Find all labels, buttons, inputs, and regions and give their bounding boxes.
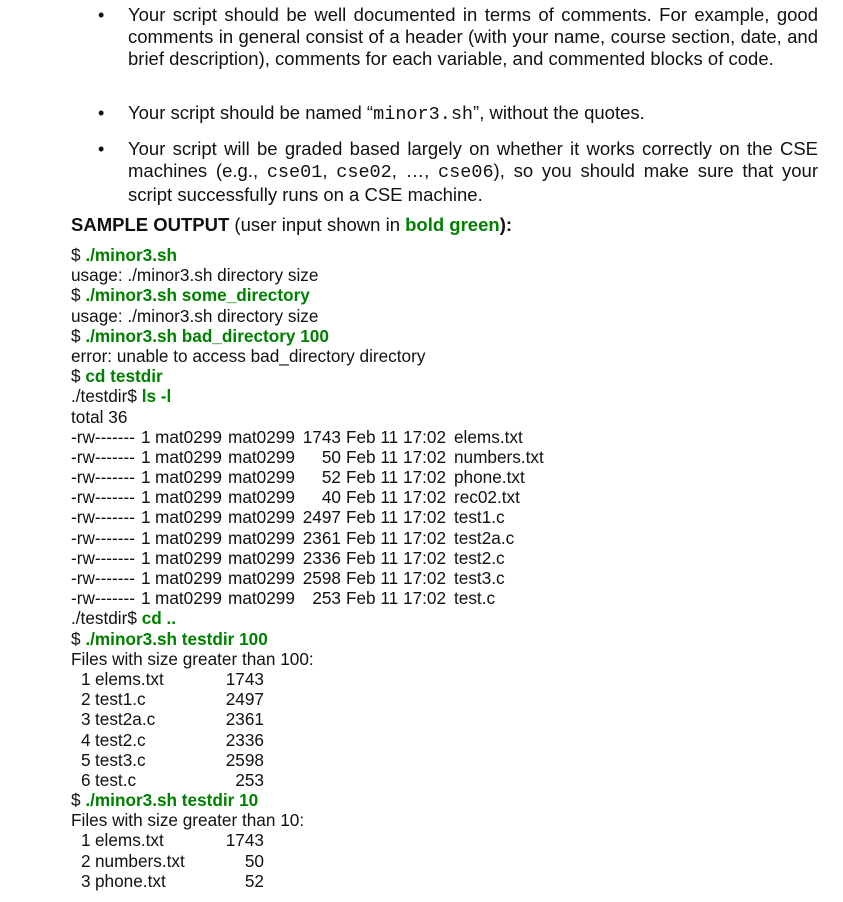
user-command: ./minor3.sh testdir 10 [85, 790, 259, 811]
shell-prompt: $ [71, 325, 86, 346]
ls-row [71, 507, 505, 528]
ls-row [71, 547, 505, 568]
ls-name: test.c [454, 588, 496, 609]
ls-perm: -rw------- [71, 487, 135, 508]
bullet-dot-icon: • [98, 103, 105, 123]
result-num: 2 [81, 689, 91, 710]
result-name: test3.c [95, 749, 146, 770]
ls-links: 1 [141, 426, 151, 447]
bullet-text: Your script should be named “ [128, 102, 374, 123]
ls-name: numbers.txt [454, 446, 544, 467]
output-line: total 36 [71, 406, 128, 427]
ls-group: mat0299 [228, 507, 295, 528]
result-row [71, 730, 425, 750]
ls-listing [71, 426, 544, 609]
result-num: 1 [81, 830, 91, 851]
result-size: 2598 [225, 749, 264, 770]
ls-owner: mat0299 [155, 527, 222, 548]
user-command: ls -l [141, 386, 172, 407]
ls-group: mat0299 [228, 527, 295, 548]
result-row [71, 709, 425, 729]
result-name: elems.txt [95, 668, 164, 689]
shell-prompt: $ [71, 366, 86, 387]
ls-size: 50 [321, 446, 341, 467]
ls-owner: mat0299 [155, 547, 222, 568]
ls-row [71, 426, 523, 447]
ls-size: 2361 [302, 527, 341, 548]
result-row [71, 871, 425, 891]
script-filename: minor3.sh [373, 104, 474, 125]
result-size: 2336 [225, 729, 264, 750]
ls-group: mat0299 [228, 426, 295, 447]
ls-group: mat0299 [228, 568, 295, 588]
result-name: test.c [95, 769, 137, 790]
ls-date: Feb 11 17:02 [346, 507, 447, 528]
ls-group: mat0299 [228, 547, 295, 568]
ls-row [71, 527, 515, 548]
separator: , [322, 160, 337, 181]
bullet-dot-icon: • [98, 139, 105, 159]
bullet-script-name [98, 102, 818, 126]
result-size: 2497 [225, 689, 264, 710]
ls-date: Feb 11 17:02 [346, 527, 447, 548]
bullet-text: Your script should be well documented in terms of comments. For example, good comments in general consist of a header (with your name, course section, date, and brief description), comments for each variable, and commented blocks of code. [128, 4, 818, 69]
ls-links: 1 [141, 467, 151, 488]
ls-owner: mat0299 [155, 588, 222, 609]
heading-text: ): [499, 214, 513, 235]
machine-name: cse06 [438, 162, 494, 183]
ls-date: Feb 11 17:02 [346, 446, 447, 467]
ls-group: mat0299 [228, 588, 295, 609]
command-line [71, 629, 425, 649]
ls-owner: mat0299 [155, 446, 222, 467]
ls-links: 1 [141, 487, 151, 508]
user-command: cd .. [141, 608, 177, 629]
result-num: 5 [81, 749, 91, 770]
ls-owner: mat0299 [155, 426, 222, 447]
ls-perm: -rw------- [71, 446, 135, 467]
ls-group: mat0299 [228, 446, 295, 467]
machine-name: cse01 [266, 162, 323, 183]
ls-links: 1 [141, 547, 151, 568]
ls-date: Feb 11 17:02 [346, 588, 447, 609]
command-line [71, 386, 425, 406]
ls-name: test3.c [454, 568, 505, 588]
machine-name: cse02 [336, 162, 392, 183]
ls-perm: -rw------- [71, 467, 135, 488]
user-command: cd testdir [85, 366, 163, 387]
shell-prompt: ./testdir$ [71, 608, 142, 629]
output-line: usage: ./minor3.sh directory size [71, 265, 319, 286]
ls-row [71, 487, 520, 508]
ls-owner: mat0299 [155, 487, 222, 508]
output-line: Files with size greater than 10: [71, 810, 305, 831]
ls-links: 1 [141, 446, 151, 467]
output-line: usage: ./minor3.sh directory size [71, 305, 319, 326]
result-table-100 [71, 669, 425, 790]
ls-size: 52 [321, 467, 341, 488]
bullet-dot-icon: • [98, 5, 105, 25]
result-num: 2 [81, 850, 91, 871]
command-line [71, 285, 425, 305]
user-command: ./minor3.sh testdir 100 [85, 628, 268, 649]
ls-date: Feb 11 17:02 [346, 547, 447, 568]
result-size: 2361 [225, 709, 264, 730]
ls-links: 1 [141, 568, 151, 588]
heading-label: SAMPLE OUTPUT [71, 214, 230, 235]
result-num: 3 [81, 709, 91, 730]
output-line: Files with size greater than 100: [71, 648, 314, 669]
ls-size: 1743 [302, 426, 341, 447]
ls-perm: -rw------- [71, 507, 135, 528]
result-row [71, 851, 425, 871]
command-line [71, 326, 425, 346]
ls-perm: -rw------- [71, 568, 135, 588]
result-num: 4 [81, 729, 91, 750]
result-name: test2.c [95, 729, 146, 750]
shell-prompt: $ [71, 285, 86, 306]
result-size: 50 [244, 850, 264, 871]
shell-prompt: $ [71, 790, 86, 811]
shell-prompt: $ [71, 245, 86, 265]
result-num: 6 [81, 769, 91, 790]
user-command: ./minor3.sh bad_directory 100 [85, 325, 329, 346]
ls-size: 2336 [302, 547, 341, 568]
result-row [71, 770, 425, 790]
ls-group: mat0299 [228, 487, 295, 508]
ls-row [71, 446, 544, 467]
ls-row [71, 467, 525, 488]
ls-owner: mat0299 [155, 568, 222, 588]
sample-output-heading [71, 214, 512, 236]
result-name: phone.txt [95, 870, 166, 891]
ls-name: elems.txt [454, 426, 523, 447]
ls-date: Feb 11 17:02 [346, 568, 447, 588]
result-num: 1 [81, 668, 91, 689]
result-table-10 [71, 830, 425, 891]
command-line [71, 366, 425, 386]
ls-owner: mat0299 [155, 507, 222, 528]
ls-row [71, 568, 505, 588]
ls-name: test2a.c [454, 527, 515, 548]
ls-name: test2.c [454, 547, 505, 568]
result-size: 1743 [225, 830, 264, 851]
ls-name: test1.c [454, 507, 505, 528]
heading-highlight: bold green [405, 214, 500, 235]
ls-links: 1 [141, 527, 151, 548]
result-name: test2a.c [95, 709, 156, 730]
bullet-grading [98, 138, 819, 206]
ls-size: 253 [312, 588, 341, 609]
ls-perm: -rw------- [71, 426, 135, 447]
ls-size: 2497 [302, 507, 341, 528]
ls-size: 2598 [302, 568, 341, 588]
command-line [71, 608, 425, 628]
user-command: ./minor3.sh [85, 245, 178, 265]
output-line: error: unable to access bad_directory directory [71, 345, 426, 366]
result-row [71, 750, 425, 770]
separator: , …, [391, 160, 439, 181]
ls-name: rec02.txt [454, 487, 520, 508]
bullet-text: Your script will be graded based largely on whether it works correctly on the CSE machines (e.g., [128, 138, 818, 181]
result-name: numbers.txt [95, 850, 185, 871]
ls-size: 40 [321, 487, 341, 508]
result-row [71, 689, 425, 709]
result-num: 3 [81, 870, 91, 891]
ls-owner: mat0299 [155, 467, 222, 488]
ls-group: mat0299 [228, 467, 295, 488]
ls-links: 1 [141, 507, 151, 528]
result-size: 1743 [225, 668, 264, 689]
command-line [71, 790, 425, 810]
heading-text: (user input shown in [229, 214, 406, 235]
shell-prompt: ./testdir$ [71, 386, 142, 407]
result-size: 253 [235, 769, 264, 790]
bullet-text: ”, without the quotes. [473, 102, 645, 123]
ls-perm: -rw------- [71, 588, 135, 609]
command-line [71, 245, 425, 265]
ls-links: 1 [141, 588, 151, 609]
result-name: test1.c [95, 689, 146, 710]
ls-date: Feb 11 17:02 [346, 487, 447, 508]
ls-row [71, 588, 496, 609]
result-row [71, 830, 425, 850]
result-name: elems.txt [95, 830, 164, 851]
ls-date: Feb 11 17:02 [346, 467, 447, 488]
user-command: ./minor3.sh some_directory [85, 285, 310, 306]
ls-perm: -rw------- [71, 547, 135, 568]
shell-prompt: $ [71, 628, 86, 649]
bullet-text: ), so you should make sure that your script successfully runs on a CSE machine. [128, 160, 819, 205]
sample-session [71, 245, 544, 891]
result-size: 52 [244, 870, 264, 891]
bullet-documentation [98, 4, 818, 70]
ls-date: Feb 11 17:02 [346, 426, 447, 447]
ls-name: phone.txt [454, 467, 525, 488]
result-row [71, 669, 425, 689]
ls-perm: -rw------- [71, 527, 135, 548]
